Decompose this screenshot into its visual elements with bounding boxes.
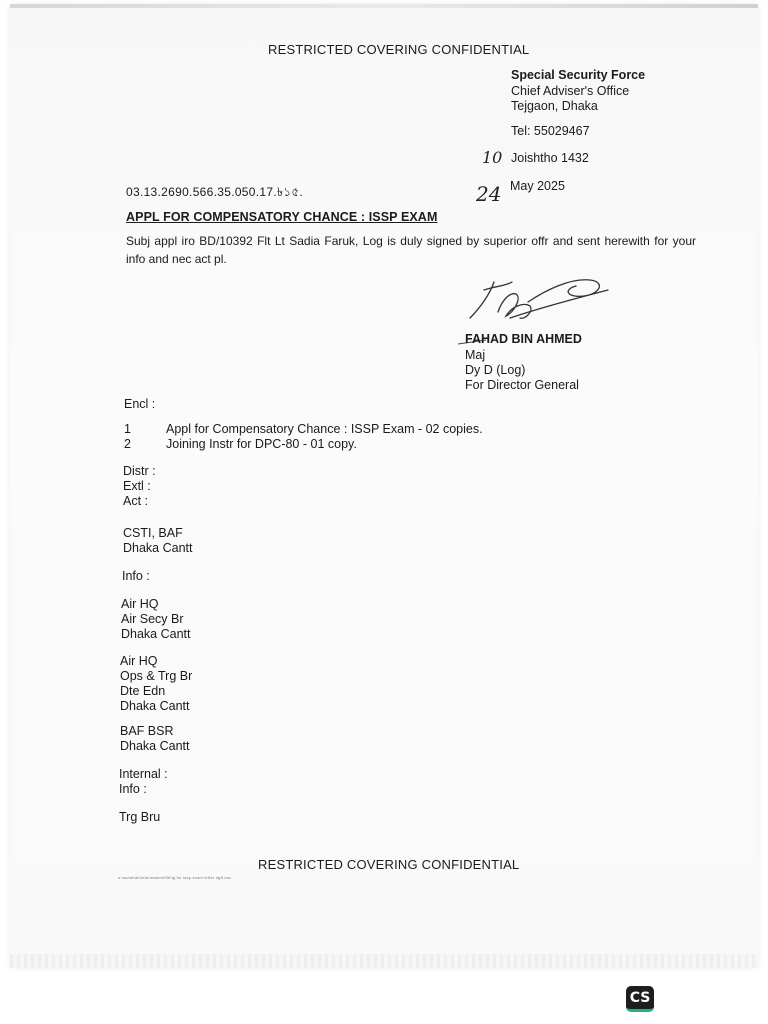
subject-line: APPL FOR COMPENSATORY CHANCE : ISSP EXAM xyxy=(126,210,438,224)
info-addressee-air-secy xyxy=(121,597,190,642)
camscanner-badge-icon: CS xyxy=(626,986,654,1012)
handwritten-day-2: 24 xyxy=(476,182,502,206)
addressee-line: Dhaka Cantt xyxy=(121,627,191,641)
signatory-name: FAHAD BIN AHMED xyxy=(465,332,582,346)
handwritten-day-1: 10 xyxy=(482,148,503,167)
addressee-line: Air HQ xyxy=(120,654,158,668)
enclosure-number: 2 xyxy=(124,437,131,451)
signatory-rank: Maj xyxy=(465,348,486,362)
scanned-document xyxy=(10,4,758,968)
addressee-line: Ops & Trg Br xyxy=(120,669,193,683)
act-label: Act : xyxy=(123,494,149,508)
sender-org: Special Security Force xyxy=(511,68,646,82)
internal-distribution xyxy=(119,767,168,797)
action-addressee xyxy=(123,526,192,556)
classification-top: RESTRICTED COVERING CONFIDENTIAL xyxy=(268,42,530,57)
enclosure-text: Appl for Compensatory Chance : ISSP Exam - 02 copies. xyxy=(166,422,483,436)
enclosure-item xyxy=(124,437,357,451)
enclosures-label: Encl : xyxy=(124,397,156,411)
enclosure-item xyxy=(124,422,483,436)
distr-label: Distr : xyxy=(123,464,156,478)
sender-tel: Tel: 55029467 xyxy=(511,124,590,138)
internal-label: Internal : xyxy=(119,767,168,781)
sender-location: Tejgaon, Dhaka xyxy=(511,99,598,113)
signatory-appointment: Dy D (Log) xyxy=(465,363,526,377)
signatory-details xyxy=(465,348,579,393)
enclosure-number: 1 xyxy=(124,422,131,436)
signatory-for: For Director General xyxy=(465,378,579,392)
internal-addressee: Trg Bru xyxy=(119,810,161,824)
internal-info-label: Info : xyxy=(119,782,147,796)
addressee-line: Dhaka Cantt xyxy=(120,739,190,753)
addressee-line: BAF BSR xyxy=(120,724,174,738)
date-english: May 2025 xyxy=(510,179,565,193)
sender-office: Chief Adviser's Office xyxy=(511,83,630,98)
addressee-line: Air Secy Br xyxy=(121,612,184,626)
addressee-line: Dhaka Cantt xyxy=(123,541,193,555)
info-addressee-baf-bsr xyxy=(120,724,189,754)
sender-block xyxy=(511,68,645,115)
body-paragraph: Subj appl iro BD/10392 Flt Lt Sadia Faruk, Log is duly signed by superior offr and sent herewith for your info and nec act pl. xyxy=(126,234,696,266)
classification-bottom: RESTRICTED COVERING CONFIDENTIAL xyxy=(258,857,520,872)
addressee-line: Dhaka Cantt xyxy=(120,699,190,713)
addressee-line: Air HQ xyxy=(121,597,159,611)
addressee-line: Dte Edn xyxy=(120,684,166,698)
info-label: Info : xyxy=(122,569,150,583)
extl-label: Extl : xyxy=(123,479,151,493)
reference-number: 03.13.2690.566.35.050.17.৳১৫. xyxy=(126,185,304,199)
addressee-line: CSTI, BAF xyxy=(123,526,183,540)
file-path-footer: s:\some\dir\information\file\Ig for issp exam letter dgfi.doc xyxy=(118,875,232,880)
distribution-labels xyxy=(123,464,156,509)
date-bengali: Joishtho 1432 xyxy=(511,151,589,165)
info-addressee-ops-trg xyxy=(120,654,192,714)
enclosure-text: Joining Instr for DPC-80 - 01 copy. xyxy=(166,437,357,451)
